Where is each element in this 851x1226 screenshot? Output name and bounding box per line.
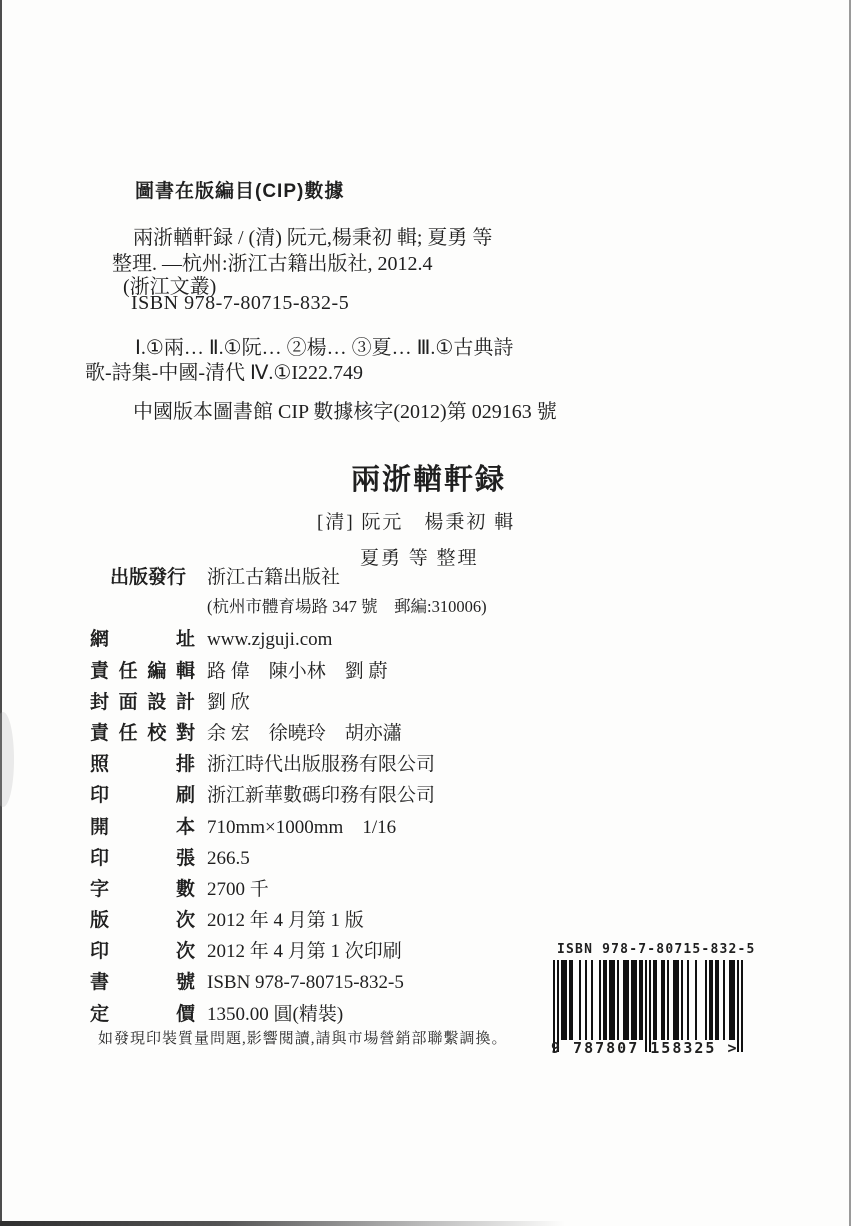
info-row-editors: [90, 656, 560, 687]
info-label: 封面設計: [90, 691, 195, 713]
info-row-edition: [90, 905, 560, 936]
info-value: www.zjguji.com: [207, 629, 333, 651]
info-label: 網址: [90, 629, 195, 651]
book-byline-1: [清] 阮元 楊秉初 輯: [317, 512, 516, 533]
cip-line-2: 整理. —杭州:浙江古籍出版社, 2012.4: [112, 253, 433, 275]
info-row-publisher: [90, 562, 560, 593]
info-label: 開本: [90, 816, 195, 838]
info-row-typesetting: [90, 749, 560, 780]
info-row-cover-design: [90, 687, 560, 718]
info-label: 印張: [90, 847, 195, 869]
info-label: 照排: [90, 754, 195, 776]
publication-info-table: [90, 562, 560, 1030]
info-value: (杭州市體育場路 347 號 郵編:310006): [207, 597, 487, 617]
info-row-website: [90, 624, 560, 655]
cip-line-3: (浙江文叢): [123, 276, 217, 298]
book-byline-2: 夏勇 等 整理: [360, 548, 479, 569]
info-row-word-count: [90, 874, 560, 905]
info-row-proofreaders: [90, 718, 560, 749]
info-row-format: [90, 812, 560, 843]
info-row-address: [90, 593, 560, 624]
info-value: 710mm×1000mm 1/16: [207, 816, 397, 838]
info-value: 浙江新華數碼印務有限公司: [207, 785, 436, 807]
info-value: 2700 千: [207, 878, 269, 900]
info-value: 2012 年 4 月第 1 版: [207, 910, 364, 932]
cip-isbn-line: ISBN 978-7-80715-832-5: [131, 292, 350, 314]
isbn-barcode: [551, 942, 756, 1057]
info-value: 余 宏 徐曉玲 胡亦瀟: [207, 722, 402, 744]
scan-edge-bottom: [0, 1221, 565, 1226]
info-label: 責任編輯: [90, 660, 195, 682]
info-row-price: [90, 999, 560, 1030]
info-label: 版次: [90, 910, 195, 932]
quality-note: 如發現印裝質量問題,影響閱讀,請與市場營銷部聯繫調換。: [98, 1031, 508, 1047]
info-label: 印次: [90, 941, 195, 963]
book-title: 兩浙輶軒録: [351, 464, 507, 496]
info-label: 書號: [90, 972, 195, 994]
cip-class-line-1: Ⅰ.①兩… Ⅱ.①阮… ②楊… ③夏… Ⅲ.①古典詩: [135, 337, 514, 359]
cip-class-line-2: 歌-詩集-中國-清代 Ⅳ.①I222.749: [85, 362, 364, 384]
info-value: 266.5: [207, 847, 250, 869]
info-label: 責任校對: [90, 722, 195, 744]
info-label: 字數: [90, 878, 195, 900]
scan-smudge: [0, 712, 14, 807]
info-value: 2012 年 4 月第 1 次印刷: [207, 941, 402, 963]
info-label: 印刷: [90, 785, 195, 807]
info-value: 路 偉 陳小林 劉 蔚: [207, 660, 388, 682]
info-label: 出版發行: [110, 567, 187, 588]
info-value: 浙江古籍出版社: [207, 567, 341, 588]
info-row-sheets: [90, 843, 560, 874]
cip-line-1: 兩浙輶軒録 / (清) 阮元,楊秉初 輯; 夏勇 等: [133, 227, 493, 249]
barcode-human-digits: 9 787807 158325 >: [551, 1039, 739, 1057]
info-value: ISBN 978-7-80715-832-5: [207, 972, 404, 994]
barcode-isbn-text: ISBN 978-7-80715-832-5: [557, 942, 756, 957]
info-value: 劉 欣: [207, 691, 250, 713]
info-row-impression: [90, 936, 560, 967]
info-label: 定價: [90, 1003, 195, 1025]
cip-header: 圖書在版編目(CIP)數據: [135, 181, 345, 202]
scan-edge-left: [0, 0, 2, 1226]
info-row-printing: [90, 780, 560, 811]
info-value: 浙江時代出版服務有限公司: [207, 754, 436, 776]
cip-record-number: 中國版本圖書館 CIP 數據核字(2012)第 029163 號: [133, 401, 557, 423]
info-row-isbn: [90, 967, 560, 998]
info-value: 1350.00 圓(精裝): [207, 1003, 344, 1025]
